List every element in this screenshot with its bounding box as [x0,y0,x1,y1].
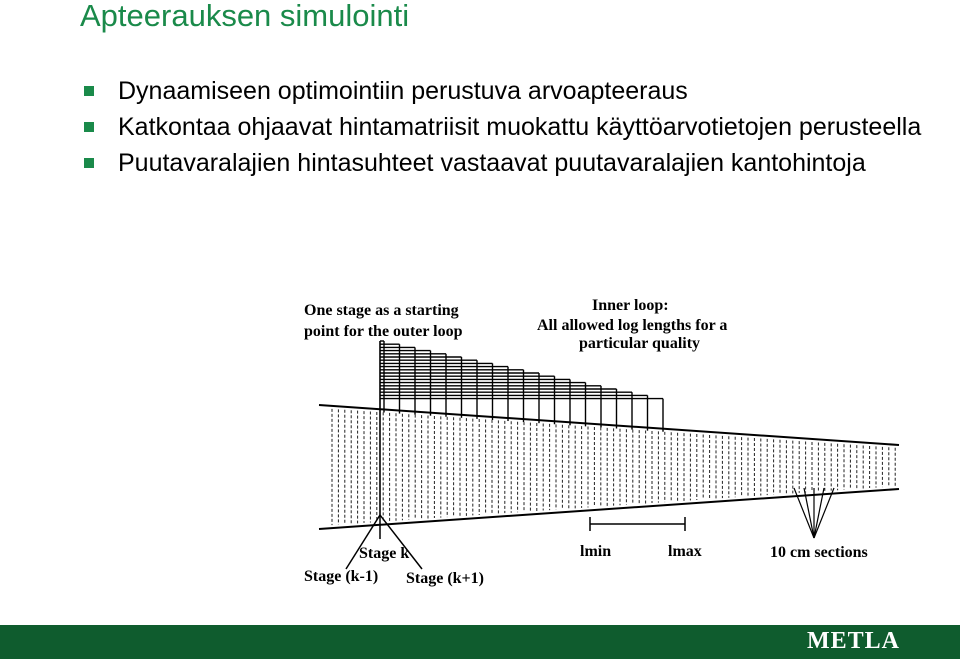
stem-bottom-edge [319,489,899,529]
bullet-text: Dynaamiseen optimointiin perustuva arvoapteeraus [118,77,688,105]
stem-section-lines [332,409,895,525]
inner-loop-label-1: Inner loop: [592,297,669,314]
stage-k-minus-1-label: Stage (k-1) [304,568,379,585]
metla-logo: METLA [806,628,900,654]
lmax-label: lmax [668,543,702,560]
lmin-label: lmin [580,543,612,560]
outer-loop-label-2: point for the outer loop [304,323,463,340]
inner-loop-label-2: All allowed log lengths for a [537,317,728,334]
stem-top-edge [319,405,899,445]
sections-label: 10 cm sections [770,544,868,561]
bullet-square-icon [84,86,94,96]
stage-k-label: Stage k [359,545,410,562]
stage-k-plus-1-label: Stage (k+1) [406,570,484,587]
bullet-text: Puutavaralajien hintasuhteet vastaavat puutavaralajien kantohintoja [118,149,866,177]
bullet-item [80,110,940,144]
bullet-square-icon [84,158,94,168]
footer-bar [0,625,960,659]
bullet-text: Katkontaa ohjaavat hintamatriisit muokattu käyttöarvotietojen perusteella [118,113,922,141]
bullet-item [80,74,940,108]
slide-title: Apteerauksen simulointi [80,0,410,33]
bullet-square-icon [84,122,94,132]
inner-loop-label-3: particular quality [579,335,701,352]
bucking-diagram [284,283,924,603]
bullet-item [80,146,940,180]
inner-loop-brackets [380,341,663,515]
outer-loop-label-1: One stage as a starting [304,302,459,319]
bullet-list [80,74,940,182]
